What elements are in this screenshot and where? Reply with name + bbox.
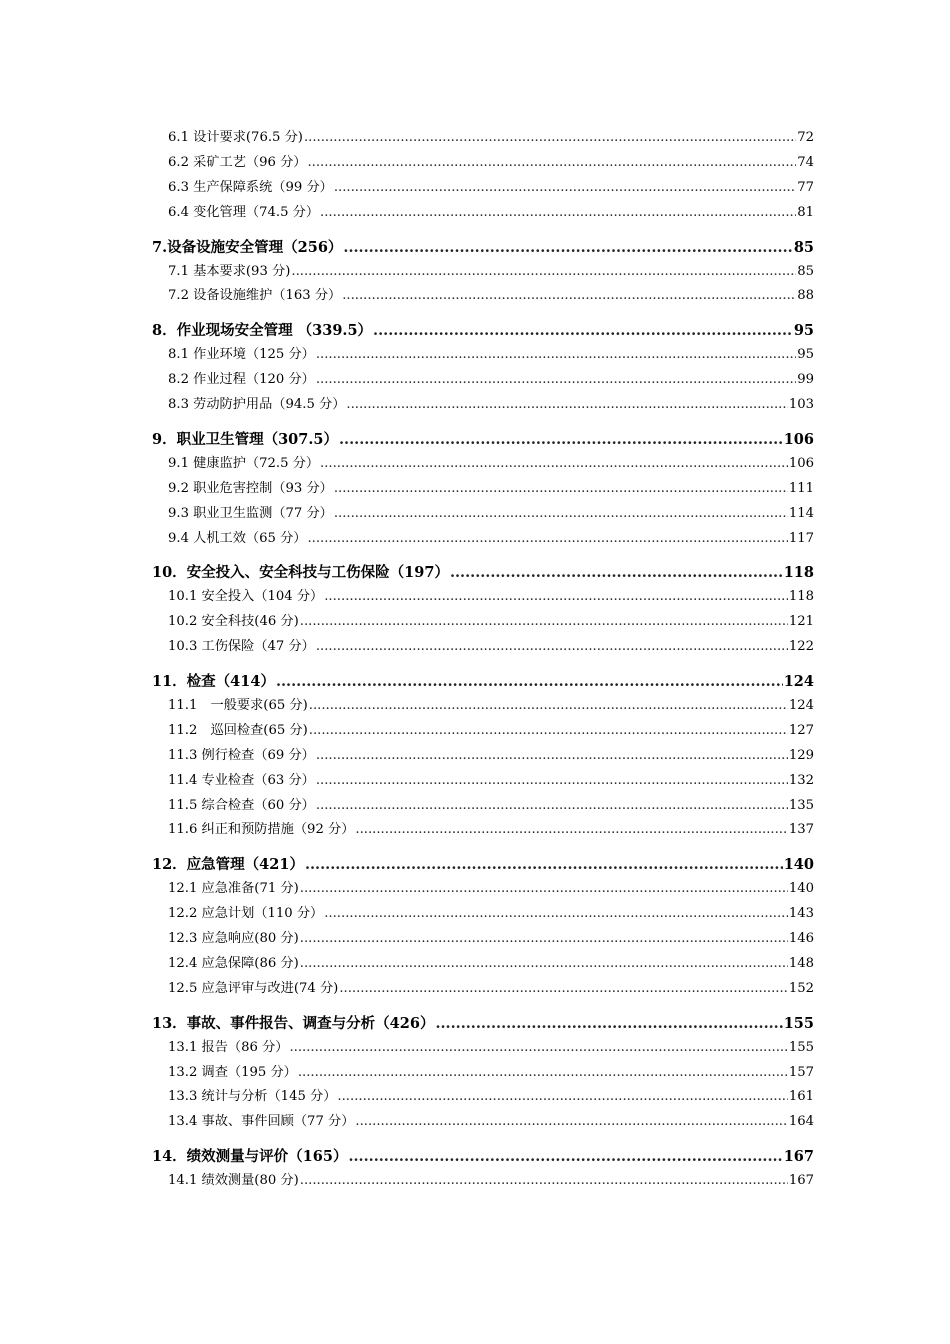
toc-entry[interactable] bbox=[168, 1085, 814, 1104]
toc-entry-title: 13.4 事故、事件回顾（77 分） bbox=[168, 1114, 355, 1130]
toc-entry[interactable] bbox=[168, 368, 814, 387]
toc-entry[interactable] bbox=[168, 502, 814, 521]
dot-leader bbox=[316, 773, 788, 788]
toc-entry-title: 8.1 作业环境（125 分） bbox=[168, 347, 315, 363]
dot-leader bbox=[324, 589, 788, 604]
toc-page-number: 124 bbox=[783, 673, 814, 690]
dot-leader bbox=[324, 906, 788, 921]
toc-section-title: 7.设备设施安全管理（256） bbox=[152, 238, 343, 256]
dot-leader bbox=[348, 1148, 782, 1165]
toc-entry[interactable] bbox=[168, 769, 814, 788]
toc-entry[interactable] bbox=[168, 452, 814, 471]
toc-entry[interactable] bbox=[168, 719, 814, 738]
toc-page-number: 106 bbox=[788, 455, 814, 471]
dot-leader bbox=[339, 981, 788, 996]
toc-page-number: 81 bbox=[797, 204, 814, 220]
dot-leader bbox=[316, 347, 796, 362]
toc-entry-title: 9.3 职业卫生监测（77 分） bbox=[168, 505, 333, 521]
toc-entry[interactable] bbox=[168, 610, 814, 629]
toc-page-number: 164 bbox=[788, 1114, 814, 1130]
toc-page-number: 117 bbox=[788, 530, 814, 546]
toc-page-number: 85 bbox=[793, 238, 814, 256]
dot-leader bbox=[450, 564, 783, 581]
toc-section-title: 12．应急管理（421） bbox=[152, 856, 304, 874]
toc-entry[interactable] bbox=[168, 393, 814, 412]
toc-entry-title: 6.4 变化管理（74.5 分） bbox=[168, 204, 320, 220]
toc-page-number: 146 bbox=[788, 931, 814, 946]
dot-leader bbox=[346, 397, 787, 412]
dot-leader bbox=[316, 748, 788, 763]
toc-entry[interactable] bbox=[168, 126, 814, 145]
toc-entry[interactable] bbox=[168, 477, 814, 496]
toc-entry[interactable] bbox=[168, 1061, 814, 1080]
toc-entry[interactable] bbox=[168, 952, 814, 971]
toc-section-title: 10．安全投入、安全科技与工伤保险（197） bbox=[152, 564, 449, 582]
toc-page-number: 85 bbox=[797, 263, 814, 279]
toc-entry-title: 7.2 设备设施维护（163 分） bbox=[168, 288, 342, 304]
dot-leader bbox=[298, 1065, 788, 1080]
toc-page-number: 135 bbox=[788, 797, 814, 813]
toc-entry-title: 11.2 巡回检查(65 分) bbox=[168, 722, 308, 738]
toc-page-number: 103 bbox=[788, 397, 814, 412]
dot-leader bbox=[334, 180, 796, 195]
toc-page-number: 148 bbox=[788, 955, 814, 971]
toc-entry-title: 9.1 健康监护（72.5 分） bbox=[168, 455, 320, 471]
toc-entry-title: 9.4 人机工效（65 分） bbox=[168, 530, 307, 546]
toc-page-number: 161 bbox=[788, 1089, 814, 1105]
toc-section-title: 11．检查（414） bbox=[152, 673, 275, 690]
toc-entry[interactable] bbox=[168, 527, 814, 546]
toc-page-number: 118 bbox=[788, 589, 814, 605]
toc-page-number: 137 bbox=[788, 822, 814, 838]
toc-page-number: 114 bbox=[788, 505, 814, 521]
dot-leader bbox=[334, 481, 788, 496]
toc-entry[interactable] bbox=[168, 877, 814, 896]
toc-entry-title: 13.1 报告（86 分） bbox=[168, 1039, 289, 1055]
toc-section-title: 14．绩效测量与评价（165） bbox=[152, 1148, 348, 1166]
toc-page-number: 118 bbox=[783, 564, 814, 582]
toc-page-number: 132 bbox=[788, 772, 814, 788]
toc-section-heading[interactable] bbox=[152, 1012, 814, 1033]
toc-page-number: 167 bbox=[788, 1173, 814, 1189]
dot-leader bbox=[305, 856, 783, 873]
toc-entry[interactable] bbox=[168, 176, 814, 195]
toc-section-title: 13．事故、事件报告、调查与分析（426） bbox=[152, 1014, 435, 1032]
toc-entry[interactable] bbox=[168, 1110, 814, 1129]
dot-leader bbox=[316, 798, 788, 813]
dot-leader bbox=[339, 431, 783, 448]
toc-section-heading[interactable] bbox=[152, 428, 814, 449]
toc-page-number: 74 bbox=[797, 154, 814, 170]
toc-page-number: 155 bbox=[788, 1039, 814, 1055]
dot-leader bbox=[307, 155, 796, 170]
toc-entry[interactable] bbox=[168, 977, 814, 996]
dot-leader bbox=[316, 372, 796, 387]
dot-leader bbox=[320, 205, 796, 220]
dot-leader bbox=[316, 639, 788, 654]
dot-leader bbox=[300, 881, 788, 896]
toc-page-number: 111 bbox=[788, 480, 814, 496]
toc-section-title: 9．职业卫生管理（307.5） bbox=[152, 430, 338, 448]
toc-entry-title: 11.4 专业检查（63 分） bbox=[168, 772, 315, 788]
toc-entry[interactable] bbox=[168, 635, 814, 654]
dot-leader bbox=[435, 1015, 782, 1032]
dot-leader bbox=[342, 288, 796, 303]
toc-section-heading[interactable] bbox=[152, 670, 814, 691]
toc-page-number: 155 bbox=[783, 1014, 814, 1032]
toc-entry-title: 9.2 职业危害控制（93 分） bbox=[168, 480, 333, 496]
dot-leader bbox=[307, 531, 787, 546]
dot-leader bbox=[291, 264, 796, 279]
toc-page-number: 129 bbox=[788, 747, 814, 763]
toc-entry-title: 12.2 应急计划（110 分） bbox=[168, 906, 324, 922]
toc-entry-title: 10.3 工伤保险（47 分） bbox=[168, 639, 315, 655]
toc-entry-title: 11.1 一般要求(65 分) bbox=[168, 697, 308, 713]
dot-leader bbox=[309, 723, 788, 738]
toc-entry[interactable] bbox=[168, 585, 814, 604]
toc-page-number: 124 bbox=[788, 697, 814, 713]
toc-entry-title: 12.5 应急评审与改进(74 分) bbox=[168, 980, 339, 996]
toc-entry[interactable] bbox=[168, 694, 814, 713]
dot-leader bbox=[309, 698, 788, 713]
toc-entry-title: 12.4 应急保障(86 分) bbox=[168, 955, 299, 971]
toc-entry[interactable] bbox=[168, 902, 814, 921]
toc-page-number: 88 bbox=[797, 288, 814, 304]
toc-entry-title: 11.5 综合检查（60 分） bbox=[168, 797, 315, 813]
dot-leader bbox=[373, 322, 793, 339]
toc-entry-title: 11.6 纠正和预防措施（92 分） bbox=[168, 822, 355, 838]
toc-page-number: 72 bbox=[797, 130, 814, 145]
toc-page-number: 95 bbox=[793, 322, 814, 340]
toc-entry[interactable] bbox=[168, 818, 814, 837]
toc-page-number: 121 bbox=[788, 614, 814, 630]
toc-entry-title: 13.2 调查（195 分） bbox=[168, 1064, 297, 1080]
toc-page-number: 127 bbox=[788, 722, 814, 738]
toc-page-number: 77 bbox=[797, 179, 814, 195]
toc-entry-title: 11.3 例行检查（69 分） bbox=[168, 747, 315, 763]
toc-entry-title: 6.1 设计要求(76.5 分) bbox=[168, 130, 303, 145]
dot-leader bbox=[337, 1089, 787, 1104]
toc-entry-title: 10.1 安全投入（104 分） bbox=[168, 589, 324, 605]
toc-entry-title: 13.3 统计与分析（145 分） bbox=[168, 1089, 337, 1105]
toc-entry-title: 8.3 劳动防护用品（94.5 分） bbox=[168, 397, 346, 412]
toc-page-number: 140 bbox=[788, 881, 814, 897]
toc-page-number: 122 bbox=[788, 639, 814, 655]
toc-entry[interactable] bbox=[168, 1036, 814, 1055]
toc-entry[interactable] bbox=[168, 284, 814, 303]
dot-leader bbox=[334, 506, 788, 521]
toc-entry[interactable] bbox=[168, 1169, 814, 1188]
toc-page-number: 140 bbox=[783, 856, 814, 874]
toc-section-heading[interactable] bbox=[152, 236, 814, 257]
toc-entry-title: 8.2 作业过程（120 分） bbox=[168, 372, 315, 388]
dot-leader bbox=[304, 130, 796, 145]
dot-leader bbox=[289, 1040, 787, 1055]
toc-entry-title: 12.1 应急准备(71 分) bbox=[168, 881, 299, 897]
dot-leader bbox=[355, 1114, 787, 1129]
toc-entry-title: 7.1 基本要求(93 分) bbox=[168, 263, 291, 279]
toc-page-number: 95 bbox=[797, 347, 814, 363]
toc-section-heading[interactable] bbox=[152, 853, 814, 874]
toc-entry-title: 10.2 安全科技(46 分) bbox=[168, 614, 299, 630]
toc-entry-title: 6.2 采矿工艺（96 分） bbox=[168, 154, 307, 170]
dot-leader bbox=[276, 673, 783, 690]
toc-entry[interactable] bbox=[168, 927, 814, 946]
toc-entry-title: 12.3 应急响应(80 分) bbox=[168, 931, 299, 946]
toc-section-title: 8．作业现场安全管理 （339.5） bbox=[152, 322, 373, 340]
toc-entry[interactable] bbox=[168, 343, 814, 362]
toc-entry[interactable] bbox=[168, 744, 814, 763]
toc-page-number: 157 bbox=[788, 1064, 814, 1080]
toc-entry[interactable] bbox=[168, 794, 814, 813]
toc-entry[interactable] bbox=[168, 260, 814, 279]
dot-leader bbox=[300, 614, 788, 629]
dot-leader bbox=[355, 822, 787, 837]
toc-page-number: 167 bbox=[783, 1148, 814, 1166]
toc-entry[interactable] bbox=[168, 201, 814, 220]
toc-entry-title: 14.1 绩效测量(80 分) bbox=[168, 1173, 299, 1189]
toc-page-number: 99 bbox=[797, 372, 814, 388]
toc-page-number: 106 bbox=[783, 430, 814, 448]
toc-section-heading[interactable] bbox=[152, 319, 814, 340]
toc-entry-title: 6.3 生产保障系统（99 分） bbox=[168, 179, 333, 195]
toc-page-number: 152 bbox=[788, 980, 814, 996]
dot-leader bbox=[300, 956, 788, 971]
dot-leader bbox=[343, 239, 792, 256]
toc-entry[interactable] bbox=[168, 151, 814, 170]
toc-section-heading[interactable] bbox=[152, 1145, 814, 1166]
toc-section-heading[interactable] bbox=[152, 561, 814, 582]
toc-page-number: 143 bbox=[788, 906, 814, 922]
dot-leader bbox=[320, 456, 788, 471]
dot-leader bbox=[300, 1173, 788, 1188]
dot-leader bbox=[300, 931, 788, 946]
